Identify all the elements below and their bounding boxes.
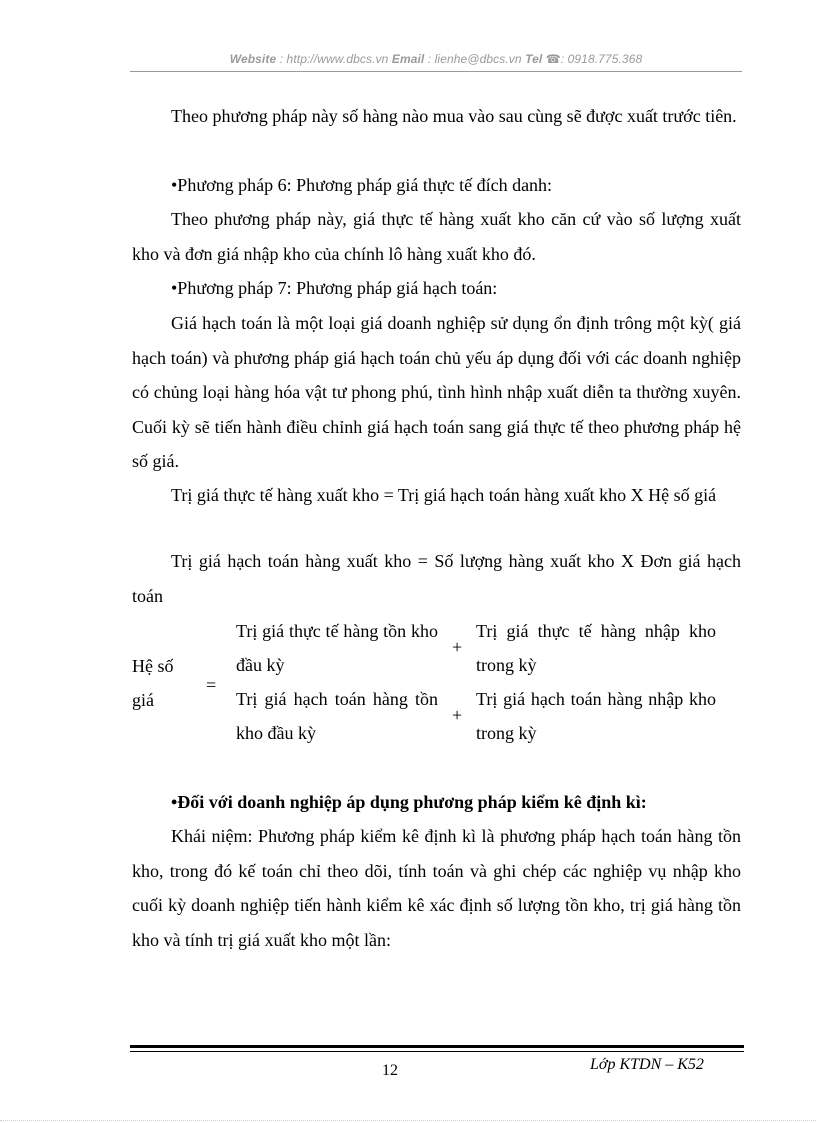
equation-accounting-price: Trị giá hạch toán hàng xuất kho = Số lượng hàng xuất kho X Đơn giá hạch toán: [132, 551, 741, 606]
equation-actual-price: Trị giá thực tế hàng xuất kho = Trị giá hạch toán hàng xuất kho X Hệ số giá: [171, 485, 717, 505]
method-7-heading: •Phương pháp 7: Phương pháp giá hạch toán:: [171, 278, 498, 298]
email-value: : lienhe@dbcs.vn: [427, 52, 522, 66]
tel-label: Tel: [525, 52, 543, 66]
footer-divider-thick: [130, 1045, 744, 1048]
class-label: Lớp KTDN – K52: [590, 1056, 704, 1073]
website-value: : http://www.dbcs.vn: [279, 52, 389, 66]
formula-lhs-line1: Hệ số: [132, 656, 174, 676]
page-number: 12: [382, 1062, 398, 1079]
formula-denominator-plus: +: [452, 705, 463, 725]
formula-equals-sign: =: [206, 675, 217, 695]
periodic-inventory-text: Khái niệm: Phương pháp kiểm kê định kì là phương pháp hạch toán hàng tồn kho, trong đó kế toán chỉ theo dõi, tính toán và ghi chép các nghiệp vụ nhập kho cuối kỳ doanh nghiệp tiến hành kiểm kê xác định số lượng tồn kho, trị giá hàng tồn kho và tính trị giá xuất kho một lần:: [132, 826, 741, 950]
formula-lhs-line2: giá: [132, 690, 154, 710]
formula-numerator-left: Trị giá thực tế hàng tồn kho đầu kỳ: [236, 621, 438, 675]
method-7-text: Giá hạch toán là một loại giá doanh nghiệp sử dụng ổn định trông một kỳ( giá hạch toán) và phương pháp giá hạch toán chủ yếu áp dụng đối với các doanh nghiệp có chủng loại hàng hóa vật tư phong phú, tình hình nhập xuất diễn ta thường xuyên. Cuối kỳ sẽ tiến hành điều chỉnh giá hạch toán sang giá thực tế theo phương pháp hệ số giá.: [132, 313, 741, 471]
periodic-inventory-heading: •Đối với doanh nghiệp áp dụng phương pháp kiểm kê định kì:: [171, 792, 647, 812]
page-header: [130, 52, 742, 66]
formula-numerator-plus: +: [452, 637, 463, 657]
footer-divider-thin: [130, 1051, 744, 1052]
method-6-heading: •Phương pháp 6: Phương pháp giá thực tế đích danh:: [171, 175, 553, 195]
header-divider: [130, 71, 742, 72]
website-label: Website: [229, 52, 277, 66]
email-label: Email: [391, 52, 425, 66]
method-6-text: Theo phương pháp này, giá thực tế hàng xuất kho căn cứ vào số lượng xuất kho và đơn giá nhập kho của chính lô hàng xuất kho đó.: [132, 209, 741, 264]
formula-numerator-right: Trị giá thực tế hàng nhập kho trong kỳ: [476, 621, 716, 675]
formula-denominator-left: Trị giá hạch toán hàng tồn kho đầu kỳ: [236, 689, 438, 743]
page-bottom-border: [0, 1120, 816, 1121]
formula-denominator-right: Trị giá hạch toán hàng nhập kho trong kỳ: [476, 689, 716, 743]
tel-value: ☎: 0918.775.368: [545, 52, 643, 66]
paragraph-lifo: Theo phương pháp này số hàng nào mua vào sau cùng sẽ được xuất trước tiên.: [171, 106, 737, 126]
